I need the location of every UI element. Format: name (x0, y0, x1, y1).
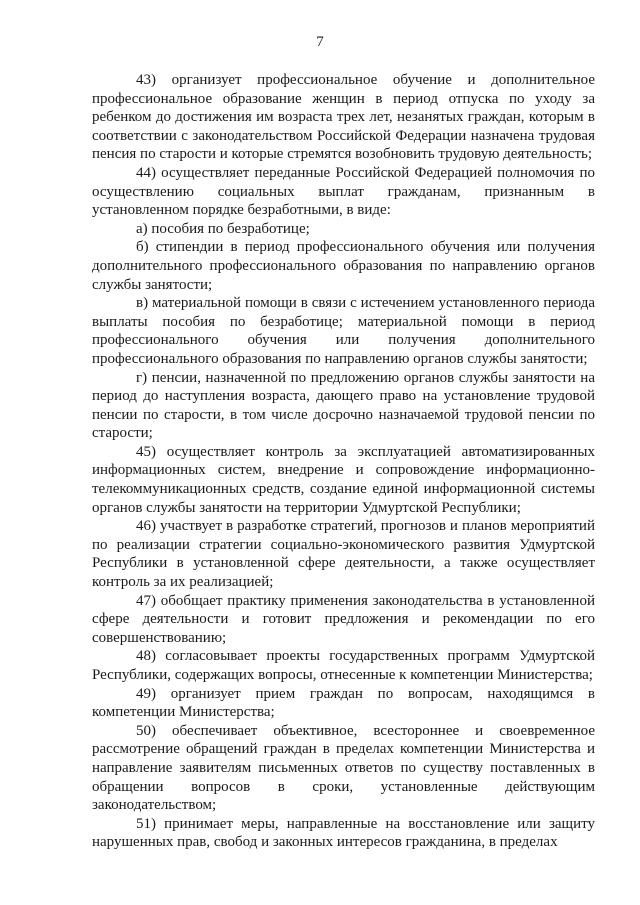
paragraph-44: 44) осуществляет переданные Российской Федерацией полномочия по осуществлению социальных выплат гражданам, признанным в установленном порядке безработными, в виде: (92, 164, 595, 219)
page-number: 7 (316, 34, 324, 50)
paragraph-43: 43) организует профессиональное обучение и дополнительное профессиональное образование женщин в период отпуска по уходу за ребенком до достижения им возраста трех лет, незанятых граждан, которым в соответствии с законодательством Российской Федерации назначена трудовая пенсия по старости и которые стремятся возобновить трудовую деятельность; (92, 72, 595, 163)
paragraph-44-v: в) материальной помощи в связи с истечением установленного периода выплаты пособия по безработице; материальной помощи в период профессионального обучения или получения дополнительного профессионального образования по направлению органов службы занятости; (92, 295, 595, 367)
paragraph-48: 48) согласовывает проекты государственных программ Удмуртской Республики, содержащих вопросы, отнесенные к компетенции Министерства; (92, 648, 595, 683)
paragraph-45: 45) осуществляет контроль за эксплуатацией автоматизированных информационных систем, внедрение и сопровождение информационно-телекоммуникационных средств, создание единой информационной системы органов службы занятости на территории Удмуртской Республики; (92, 443, 595, 516)
paragraph-44-b: б) стипендии в период профессионального обучения или получения дополнительного профессионального образования по направлению органов службы занятости; (92, 239, 595, 293)
paragraph-47: 47) обобщает практику применения законодательства в установленной сфере деятельности и готовит предложения и рекомендации по его совершенствованию; (92, 592, 595, 646)
paragraph-50: 50) обеспечивает объективное, всестороннее и своевременное рассмотрение обращений граждан в пределах компетенции Министерства и направление заявителям письменных ответов по существу поставленных в обращении вопросов в сроки, установленные действующим законодательством; (92, 722, 595, 814)
paragraph-49: 49) организует прием граждан по вопросам, находящимся в компетенции Министерства; (92, 685, 595, 721)
paragraph-51: 51) принимает меры, направленные на восстановление или защиту нарушенных прав, свобод и законных интересов гражданина, в пределах (92, 815, 595, 851)
paragraph-46: 46) участвует в разработке стратегий, прогнозов и планов мероприятий по реализации стратегии социально-экономического развития Удмуртской Республики в установленной сфере деятельности, а также осуществляет контроль за их реализацией; (92, 518, 595, 591)
paragraph-44-a: а) пособия по безработице; (136, 220, 310, 237)
paragraph-44-g: г) пенсии, назначенной по предложению органов службы занятости на период до наступления возраста, дающего право на установление трудовой пенсии по старости, в том числе досрочно назначаемой трудовой пенсии по старости; (92, 369, 595, 442)
document-body (92, 71, 595, 852)
